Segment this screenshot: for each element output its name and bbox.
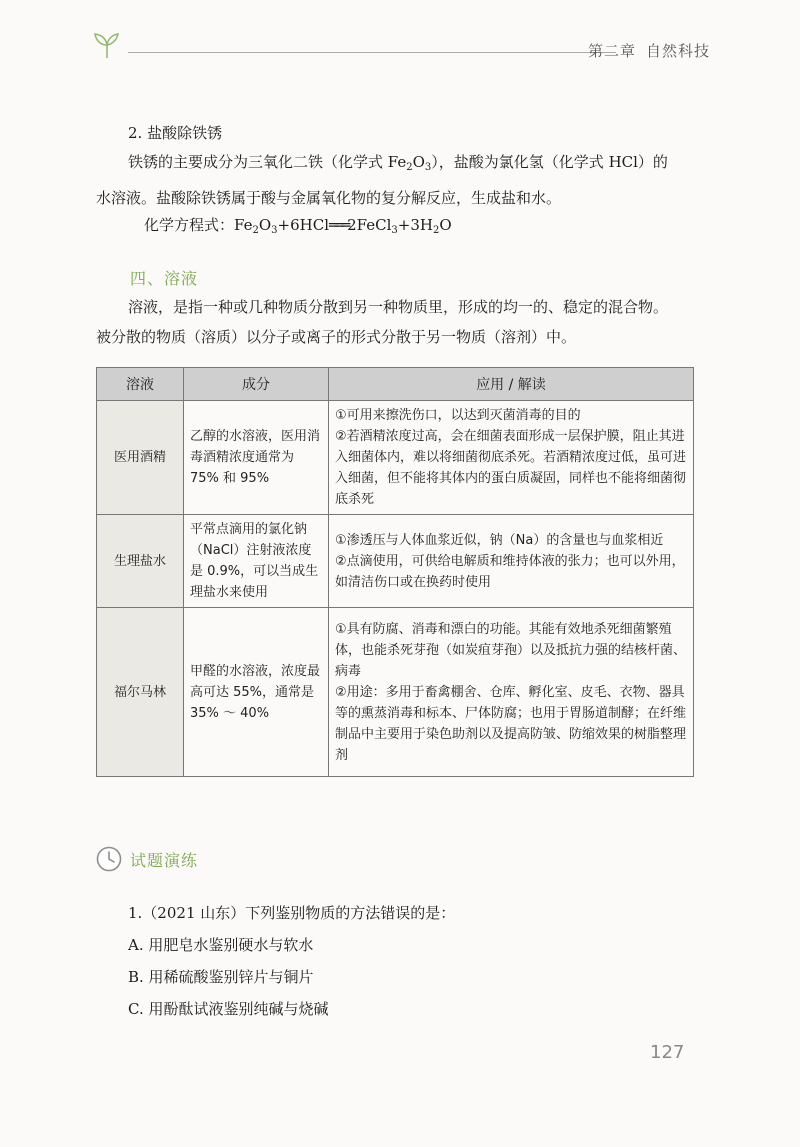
row-name: 福尔马林 bbox=[97, 608, 184, 777]
table-header-row bbox=[97, 368, 694, 401]
option-c: C. 用酚酞试液鉴别纯碱与烧碱 bbox=[128, 1000, 329, 1018]
header-rule bbox=[128, 52, 616, 53]
row-usage: ①渗透压与人体血浆近似，钠（Na）的含量也与血浆相近 ②点滴使用，可供给电解质和维持体液的张力；也可以外用，如清洁伤口或在换药时使用 bbox=[329, 515, 694, 608]
sprout-icon bbox=[90, 30, 124, 60]
option-b: B. 用稀硫酸鉴别锌片与铜片 bbox=[128, 968, 314, 986]
solution-paragraph bbox=[96, 292, 696, 352]
clock-icon bbox=[96, 846, 122, 872]
row-name: 医用酒精 bbox=[97, 401, 184, 515]
row-usage: ①具有防腐、消毒和漂白的功能。其能有效地杀死细菌繁殖体，也能杀死芽孢（如炭疽芽孢）以及抵抗力强的结核杆菌、病毒 ②用途：多用于畜禽棚舍、仓库、孵化室、皮毛、衣物、器具等的熏蒸消毒和标本、尸体防腐；也用于胃肠道制酵；在纤维制品中主要用于染色助剂以及提高防皱、防缩效果的树脂整理剂 bbox=[329, 608, 694, 777]
page-number: 127 bbox=[650, 1042, 685, 1063]
solution-line-1: 溶液，是指一种或几种物质分散到另一种物质里，形成的均一的、稳定的混合物。 bbox=[128, 298, 669, 316]
practice-title: 试题演练 bbox=[130, 851, 199, 870]
row-usage: ①可用来擦洗伤口，以达到灭菌消毒的目的 ②若酒精浓度过高，会在细菌表面形成一层保护膜，阻止其进入细菌体内，难以将细菌彻底杀死。若酒精浓度过低，虽可进入细菌，但不能将其体内的蛋白质凝固，同样也不能将细菌彻底杀死 bbox=[329, 401, 694, 515]
chemical-equation: 化学方程式：$Fe_2O_3+6HCl═══2FeCl_3+3H_2O$ bbox=[144, 216, 452, 236]
rust-paragraph bbox=[96, 147, 688, 213]
section-heading-solution: 四、溶液 bbox=[130, 269, 199, 288]
row-component: 乙醇的水溶液，医用消毒酒精浓度通常为 75% 和 95% bbox=[184, 401, 329, 515]
row-component: 平常点滴用的氯化钠（NaCl）注射液浓度是 0.9%，可以当成生理盐水来使用 bbox=[184, 515, 329, 608]
option-a: A. 用肥皂水鉴别硬水与软水 bbox=[128, 936, 314, 954]
header-usage: 应用 / 解读 bbox=[329, 368, 694, 401]
solution-line-2: 被分散的物质（溶质）以分子或离子的形式分散于另一物质（溶剂）中。 bbox=[96, 328, 577, 346]
section-title-hcl: 2. 盐酸除铁锈 bbox=[128, 124, 223, 142]
table-row bbox=[97, 401, 694, 515]
chapter-subject: 自然科技 bbox=[645, 42, 710, 60]
solution-table bbox=[96, 367, 694, 777]
chapter-number: 第二章 bbox=[587, 42, 636, 60]
table-row bbox=[97, 608, 694, 777]
rust-line-2: 水溶液。盐酸除铁锈属于酸与金属氧化物的复分解反应，生成盐和水。 bbox=[96, 189, 562, 207]
row-component: 甲醛的水溶液，浓度最高可达 55%，通常是 35% ～ 40% bbox=[184, 608, 329, 777]
chapter-title bbox=[578, 40, 710, 61]
table-row bbox=[97, 515, 694, 608]
running-header bbox=[90, 30, 710, 66]
rust-line-1: 铁锈的主要成分为三氧化二铁（化学式 $Fe_2O_3$），盐酸为氯化氢（化学式 HCl）的 bbox=[128, 153, 668, 173]
row-name: 生理盐水 bbox=[97, 515, 184, 608]
question-1: 1.（2021 山东）下列鉴别物质的方法错误的是： bbox=[128, 904, 456, 922]
header-component: 成分 bbox=[184, 368, 329, 401]
header-solution: 溶液 bbox=[97, 368, 184, 401]
